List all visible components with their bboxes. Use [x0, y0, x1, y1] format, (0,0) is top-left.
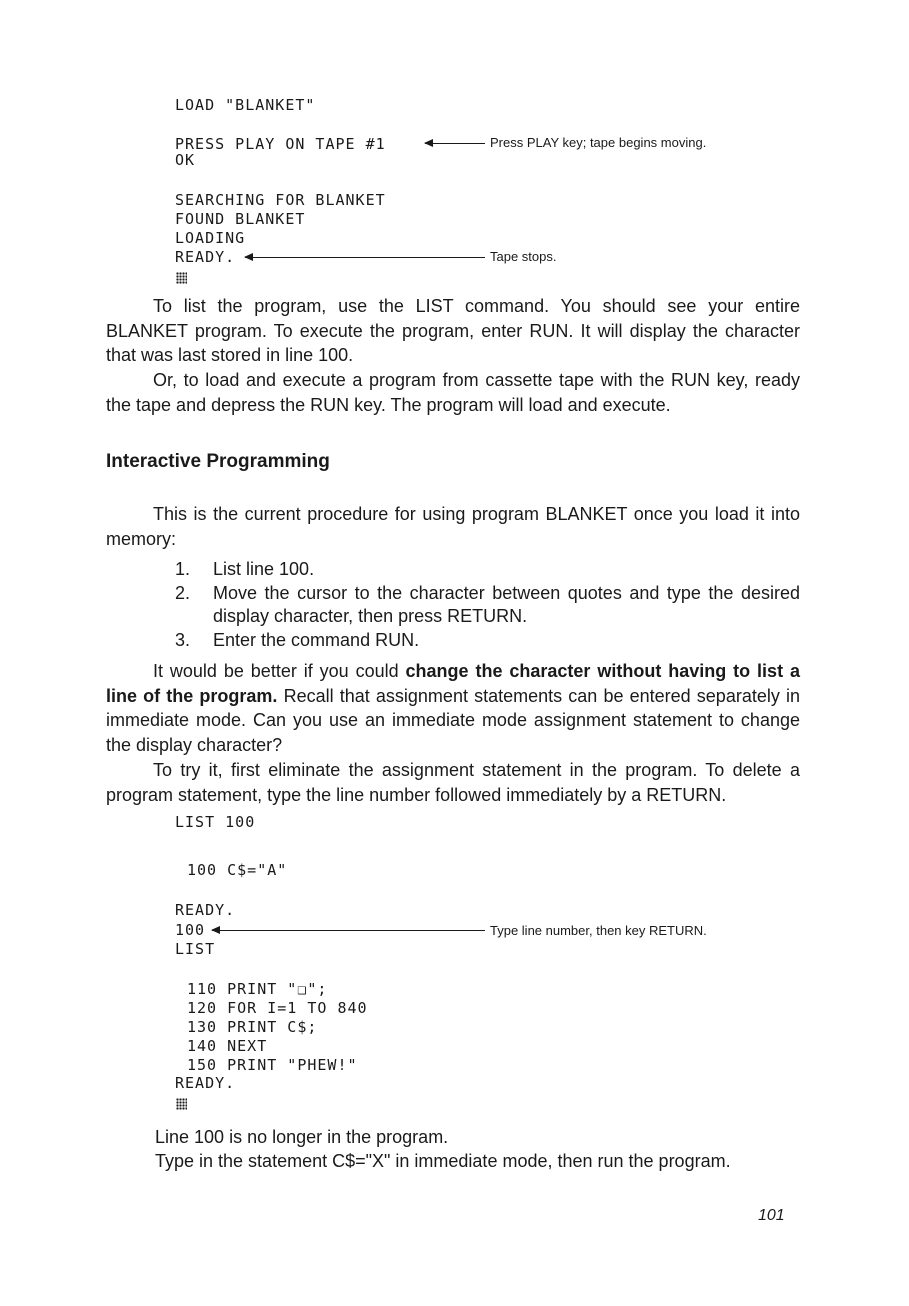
paragraph-run-key: Or, to load and execute a program from cassette tape with the RUN key, ready the tape and depress the RUN key. The program will load and execute. [106, 370, 800, 415]
delete-line-command: 100 [175, 921, 206, 939]
ok-message: OK [175, 151, 196, 169]
procedure-steps [175, 558, 800, 652]
ready-message: READY. [175, 1074, 236, 1092]
list-command: LIST 100 [175, 813, 256, 831]
tape-stops-annotation: Tape stops. [490, 249, 557, 264]
code-line: 120 FOR I=1 TO 840 [187, 999, 368, 1017]
code-line: 110 PRINT "❑"; [187, 980, 328, 998]
code-line-100: 100 C$="A" [187, 861, 288, 879]
loading-message: LOADING [175, 229, 246, 247]
list-item [175, 558, 800, 582]
step-text: Move the cursor to the character between quotes and type the desired display character, then press RETURN. [213, 582, 800, 626]
step-number: 2. [175, 582, 191, 603]
step-number: 1. [175, 559, 191, 579]
list-command-2: LIST [175, 940, 216, 958]
text-run: It would be better if you could [153, 661, 406, 681]
section-heading: Interactive Programming [106, 451, 330, 472]
code-line: 140 NEXT [187, 1037, 268, 1055]
press-play-annotation: Press PLAY key; tape begins moving. [490, 135, 707, 150]
line-number-annotation: Type line number, then key RETURN. [490, 923, 707, 938]
step-text: Enter the command RUN. [213, 629, 420, 650]
line-removed-text: Line 100 is no longer in the program. [155, 1127, 449, 1147]
list-item [175, 582, 800, 629]
type-statement-text: Type in the statement C$="X" in immediate mode, then run the program. [155, 1151, 731, 1171]
load-command: LOAD "BLANKET" [175, 96, 316, 114]
cursor-icon [176, 1098, 187, 1110]
found-message: FOUND BLANKET [175, 210, 306, 228]
ready-message: READY. [175, 248, 236, 266]
list-item [175, 629, 800, 653]
searching-message: SEARCHING FOR BLANKET [175, 191, 386, 209]
bold-text: change the character without having to list a line of the program. [106, 661, 800, 706]
left-arrow-icon [425, 143, 485, 144]
page-number: 101 [758, 1207, 785, 1224]
paragraph-procedure: This is the current procedure for using program BLANKET once you load it into memory: [106, 504, 800, 549]
paragraph-list-command: To list the program, use the LIST command. You should see your entire BLANKET program. To execute the program, enter RUN. It will display the character that was last stored in line 100. [106, 296, 800, 365]
text-run: Recall that assignment statements can be entered separately in immediate mode. Can you use an immediate mode assignment statement to change the display character? [106, 685, 800, 755]
code-line: 130 PRINT C$; [187, 1018, 318, 1036]
press-play-message: PRESS PLAY ON TAPE #1 [175, 135, 386, 153]
cursor-icon [176, 272, 187, 284]
left-arrow-icon [245, 257, 485, 258]
paragraph-better-way [106, 659, 800, 757]
paragraph-delete-statement: To try it, first eliminate the assignment statement in the program. To delete a program statement, type the line number followed immediately by a RETURN. [106, 760, 800, 805]
step-text: List line 100. [213, 559, 315, 579]
ready-message: READY. [175, 901, 236, 919]
code-line: 150 PRINT "PHEW!" [187, 1056, 358, 1074]
step-number: 3. [175, 629, 191, 650]
left-arrow-icon [212, 930, 485, 931]
